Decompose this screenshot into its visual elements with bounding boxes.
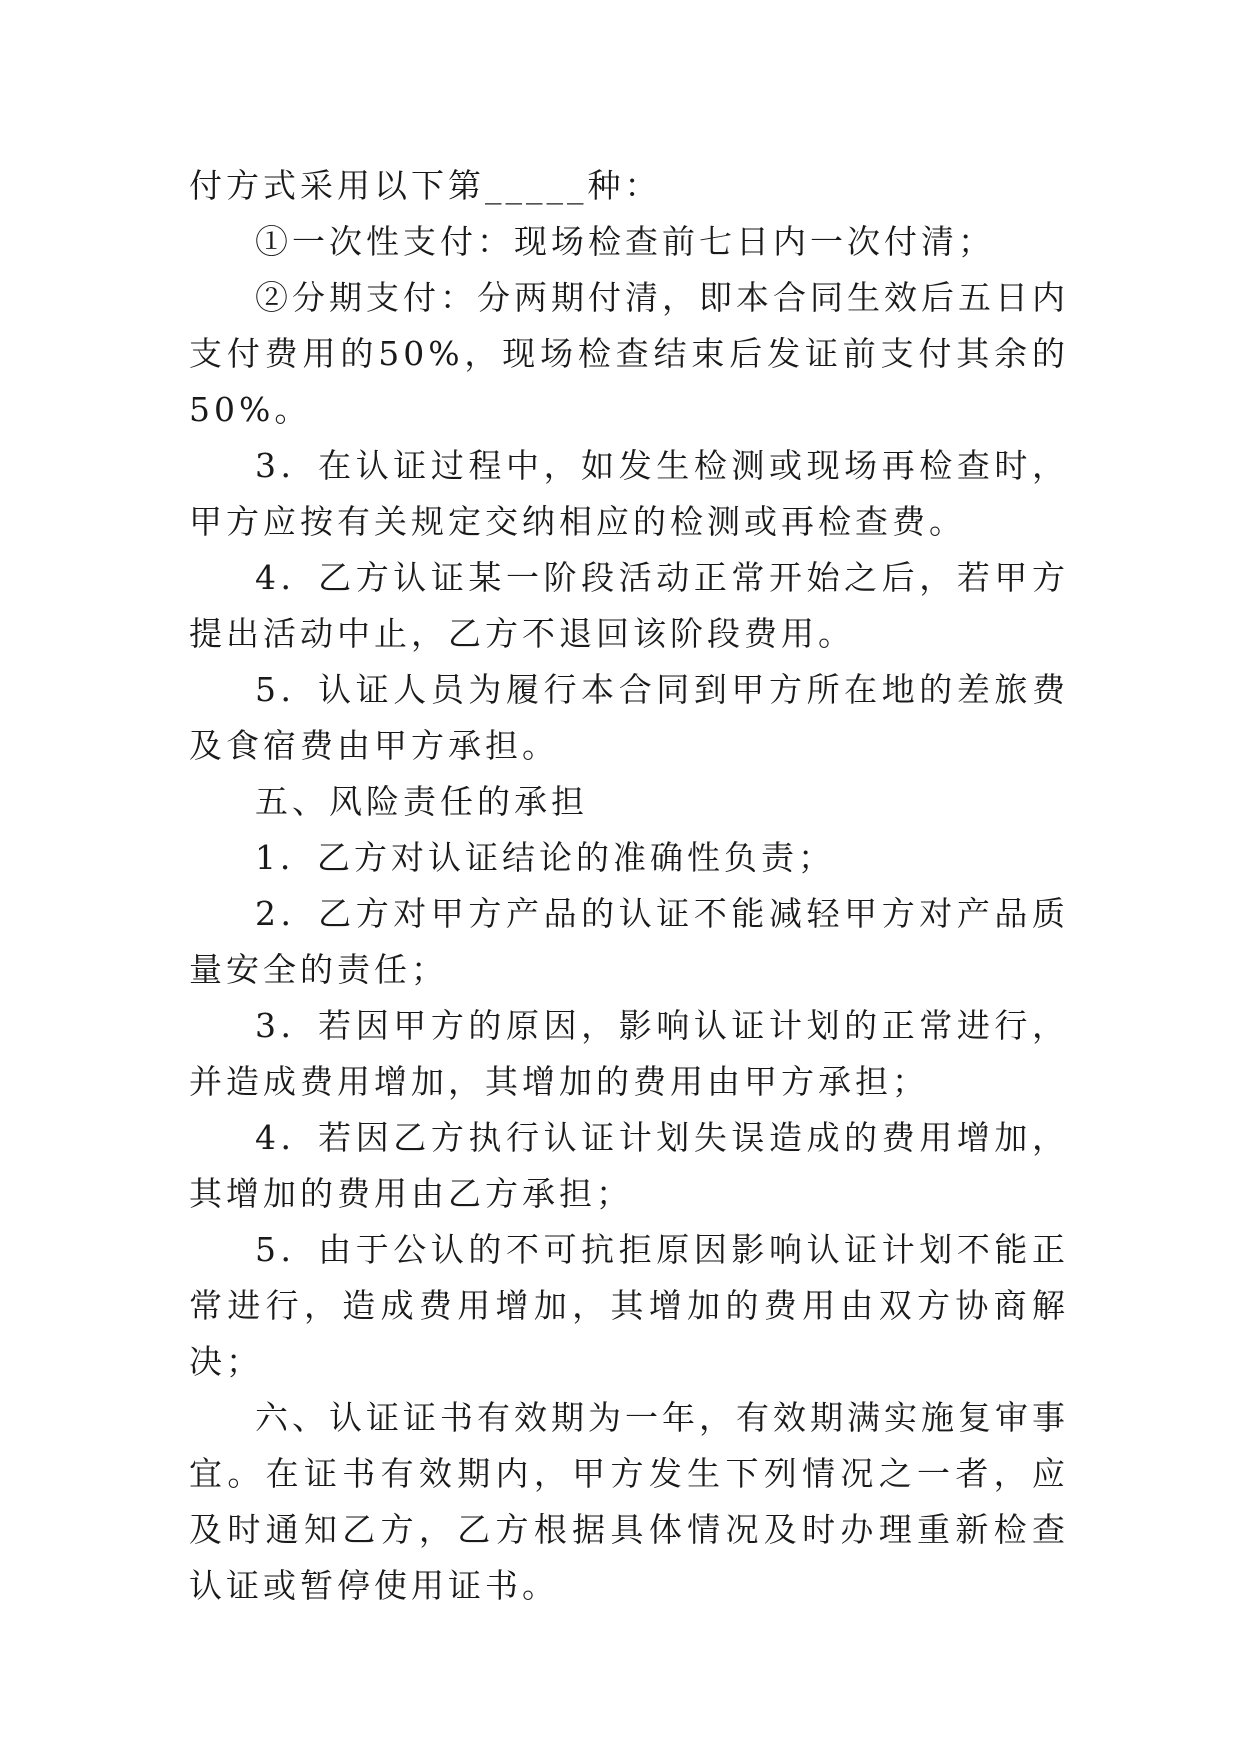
paragraph-risk-4: 4．若因乙方执行认证计划失误造成的费用增加，其增加的费用由乙方承担；	[189, 1118, 1069, 1213]
section-certificate-validity: 六、认证证书有效期为一年，有效期满实施复审事宜。在证书有效期内，甲方发生下列情况之一者，应及时通知乙方，乙方根据具体情况及时办理重新检查认证或暂停使用证书。	[189, 1398, 1069, 1605]
document-body	[189, 158, 1069, 1614]
paragraph-risk-1: 1．乙方对认证结论的准确性负责；	[255, 838, 835, 877]
paragraph-item-4-fees: 4．乙方认证某一阶段活动正常开始之后，若甲方提出活动中止，乙方不退回该阶段费用。	[189, 558, 1069, 653]
paragraph-item-5-fees: 5．认证人员为履行本合同到甲方所在地的差旅费及食宿费由甲方承担。	[189, 670, 1069, 765]
section-heading-risk: 五、风险责任的承担	[255, 782, 588, 821]
paragraph-risk-2: 2．乙方对甲方产品的认证不能减轻甲方对产品质量安全的责任；	[189, 894, 1069, 989]
paragraph-item-3-fees: 3．在认证过程中，如发生检测或现场再检查时，甲方应按有关规定交纳相应的检测或再检查费。	[189, 446, 1069, 541]
paragraph-risk-5: 5．由于公认的不可抗拒原因影响认证计划不能正常进行，造成费用增加，其增加的费用由双方协商解决；	[189, 1230, 1069, 1381]
paragraph-lump-sum: ①一次性支付：现场检查前七日内一次付清；	[255, 222, 995, 261]
paragraph-payment-method: 付方式采用以下第_____种：	[189, 166, 662, 205]
paragraph-risk-3: 3．若因甲方的原因，影响认证计划的正常进行，并造成费用增加，其增加的费用由甲方承担；	[189, 1006, 1069, 1101]
paragraph-installment: ②分期支付：分两期付清，即本合同生效后五日内支付费用的50%，现场检查结束后发证前支付其余的50%。	[189, 278, 1069, 429]
